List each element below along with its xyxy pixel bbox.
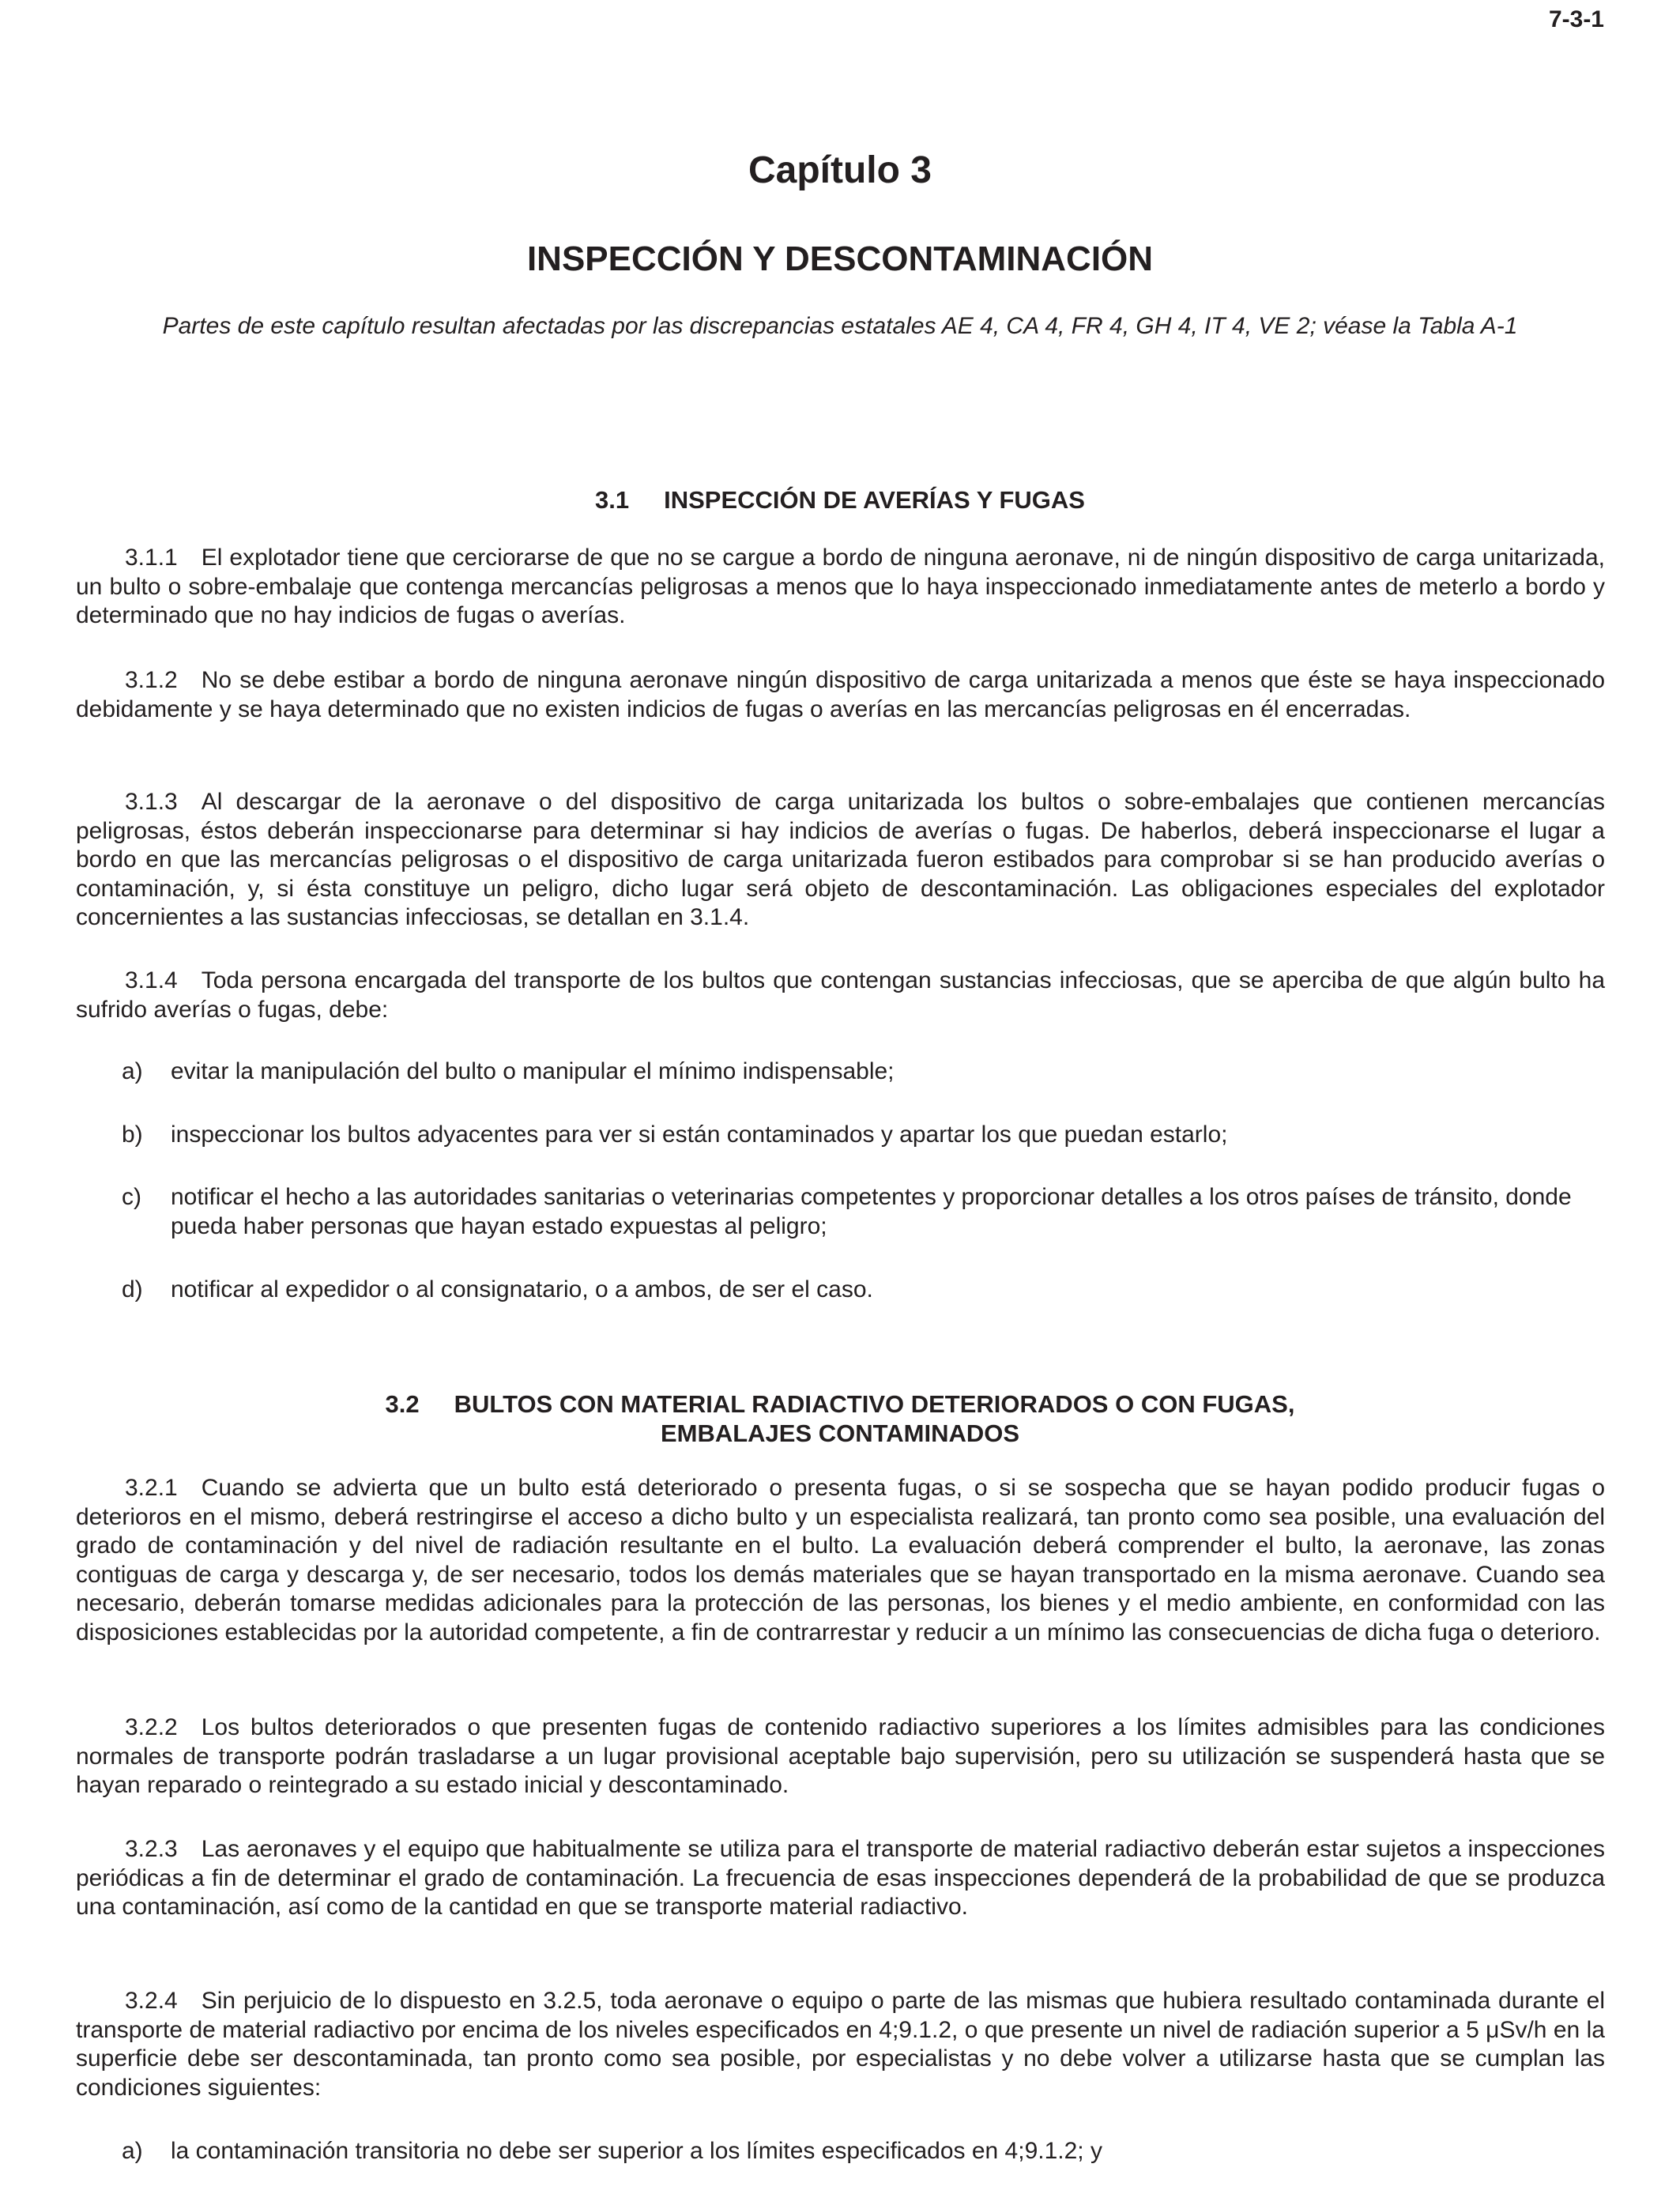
page-number: 7-3-1 — [1548, 6, 1604, 32]
list-letter: a) — [122, 2138, 143, 2164]
paragraph-number: 3.2.2 — [125, 1714, 178, 1740]
list-letter: d) — [122, 1276, 143, 1302]
paragraph-number: 3.1.1 — [125, 545, 178, 571]
chapter-title: INSPECCIÓN Y DESCONTAMINACIÓN — [526, 239, 1154, 278]
paragraph-3-2-1 — [76, 1474, 1605, 1647]
paragraph-text: Los bultos deteriorados o que presenten fugas de contenido radiactivo superiores a los límites admisibles para las condiciones normales de transporte podrán trasladarse a un lugar provisional aceptable bajo supervisión, pero su utilización se suspenderá hasta que se hayan reparado o reintegrado a su estado inicial y descontaminado. — [76, 1714, 1605, 1798]
section-number: 3.1 — [595, 486, 630, 514]
paragraph-number: 3.2.1 — [125, 1475, 178, 1501]
section-title: BULTOS CON MATERIAL RADIACTIVO DETERIORADOS O CON FUGAS, — [454, 1390, 1295, 1418]
list-text: notificar al expedidor o al consignatario, o a ambos, de ser el caso. — [171, 1276, 873, 1302]
paragraph-3-1-2 — [76, 666, 1605, 724]
section-title-line2: EMBALAJES CONTAMINADOS — [660, 1419, 1020, 1447]
list-text: inspeccionar los bultos adyacentes para ver si están contaminados y apartar los que puedan estarlo; — [171, 1122, 1228, 1148]
list-text: notificar el hecho a las autoridades sanitarias o veterinarias competentes y proporcionar detalles a los otros países de tránsito, donde pueda haber personas que hayan estado expuestas al peligro; — [171, 1184, 1572, 1239]
paragraph-3-2-4 — [76, 1987, 1605, 2102]
paragraph-3-2-2 — [76, 1713, 1605, 1800]
chapter-note: Partes de este capítulo resultan afectadas por las discrepancias estatales AE 4, CA 4, FR 4, GH 4, IT 4, VE 2; véase la Tabla A-1 — [162, 313, 1518, 339]
paragraph-number: 3.1.4 — [125, 967, 178, 993]
chapter-label: Capítulo 3 — [748, 149, 932, 191]
paragraph-number: 3.2.3 — [125, 1836, 178, 1862]
paragraph-3-1-1 — [76, 544, 1605, 631]
list-item — [76, 1057, 1605, 1087]
paragraph-3-1-3 — [76, 788, 1605, 933]
list-item — [76, 2137, 1605, 2166]
list-letter: a) — [122, 1058, 143, 1084]
paragraph-3-2-3 — [76, 1835, 1605, 1922]
list-item — [76, 1121, 1605, 1150]
section-heading-3-2 — [0, 1389, 1680, 1448]
paragraph-text: El explotador tiene que cerciorarse de que no se cargue a bordo de ninguna aeronave, ni de ningún dispositivo de carga unitarizada, un bulto o sobre-embalaje que contenga mercancías peligrosas a menos que lo haya inspeccionado inmediatamente antes de meterlo a bordo y determinado que no hay indicios de fugas o averías. — [76, 545, 1605, 628]
list-letter: b) — [122, 1122, 143, 1148]
section-heading-3-1 — [0, 485, 1680, 515]
list-letter: c) — [122, 1184, 141, 1210]
paragraph-text: Toda persona encargada del transporte de los bultos que contengan sustancias infecciosas, que se aperciba de que algún bulto ha sufrido averías o fugas, debe: — [76, 967, 1605, 1023]
section-number: 3.2 — [385, 1390, 420, 1418]
paragraph-number: 3.1.2 — [125, 667, 178, 693]
section-title: INSPECCIÓN DE AVERÍAS Y FUGAS — [664, 486, 1085, 514]
paragraph-text: Al descargar de la aeronave o del dispositivo de carga unitarizada los bultos o sobre-embalajes que contienen mercancías peligrosas, éstos deberán inspeccionarse para determinar si hay indicios de averías o fugas. De haberlos, deberá inspeccionarse el lugar a bordo en que las mercancías peligrosas o el dispositivo de carga unitarizada fueron estibados para comprobar si se han producido averías o contaminación, y, si ésta constituye un peligro, dicho lugar será objeto de descontaminación. Las obligaciones especiales del explotador concernientes a las sustancias infecciosas, se detallan en 3.1.4. — [76, 789, 1605, 930]
paragraph-text: Sin perjuicio de lo dispuesto en 3.2.5, toda aeronave o equipo o parte de las mismas que hubiera resultado contaminada durante el transporte de material radiactivo por encima de los niveles especificados en 4;9.1.2, o que presente un nivel de radiación superior a 5 μSv/h en la superficie debe ser descontaminada, tan pronto como sea posible, por especialistas y no debe volver a utilizarse hasta que se cumplan las condiciones siguientes: — [76, 1988, 1605, 2101]
list-item — [76, 1276, 1605, 1305]
paragraph-3-1-4 — [76, 967, 1605, 1024]
list-text: la contaminación transitoria no debe ser superior a los límites especificados en 4;9.1.2; y — [171, 2138, 1102, 2164]
list-text: evitar la manipulación del bulto o manipular el mínimo indispensable; — [171, 1058, 895, 1084]
paragraph-text: Las aeronaves y el equipo que habitualmente se utiliza para el transporte de material radiactivo deberán estar sujetos a inspecciones periódicas a fin de determinar el grado de contaminación. La frecuencia de esas inspecciones dependerá de la probabilidad de que se produzca una contaminación, así como de la cantidad en que se transporte material radiactivo. — [76, 1836, 1605, 1920]
paragraph-number: 3.1.3 — [125, 789, 178, 815]
list-item — [76, 1183, 1605, 1241]
paragraph-text: Cuando se advierta que un bulto está deteriorado o presenta fugas, o si se sospecha que se hayan podido producir fugas o deterioros en el mismo, deberá restringirse el acceso a dicho bulto y un especialista realizará, tan pronto como sea posible, una evaluación del grado de contaminación y del nivel de radiación resultante en el bulto. La evaluación deberá comprender el bulto, la aeronave, las zonas contiguas de carga y descarga y, de ser necesario, todos los demás materiales que se hayan transportado en la misma aeronave. Cuando sea necesario, deberán tomarse medidas adicionales para la protección de las personas, los bienes y el medio ambiente, en conformidad con las disposiciones establecidas por la autoridad competente, a fin de contrarrestar y reducir a un mínimo las consecuencias de dicha fuga o deterioro. — [76, 1475, 1605, 1646]
paragraph-text: No se debe estibar a bordo de ninguna aeronave ningún dispositivo de carga unitarizada a menos que éste se haya inspeccionado debidamente y se haya determinado que no existen indicios de fugas o averías en las mercancías peligrosas en él encerradas. — [76, 667, 1605, 722]
paragraph-number: 3.2.4 — [125, 1988, 178, 2014]
